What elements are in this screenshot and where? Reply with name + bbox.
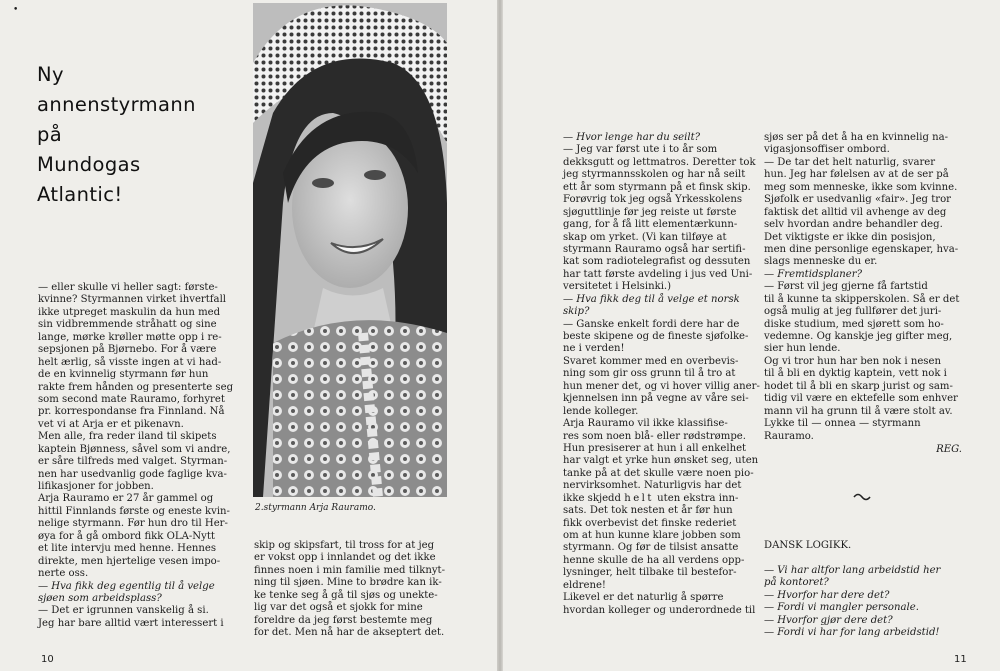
text-line: versitetet i Helsinki.) <box>563 281 672 293</box>
text-line: Arja Rauramo er 27 år gammel og <box>38 493 214 505</box>
text-line: Arja Rauramo vil ikke klassifise- <box>563 418 728 430</box>
photo-caption: 2.styrmann Arja Rauramo. <box>255 503 376 513</box>
text-line: slags menneske du er. <box>764 256 878 268</box>
text-line: for det. Men nå har de akseptert det. <box>254 627 445 639</box>
text-line: har tatt første avdeling i jus ved Uni- <box>563 268 753 280</box>
text-line: — Det er igrunnen vanskelig å si. <box>38 605 209 617</box>
text-line: helt ærlig, så visste ingen at vi had- <box>38 356 222 368</box>
article-column-right-1 <box>563 132 760 617</box>
sidebar-dansk-logikk <box>764 540 940 640</box>
text-line: Lykke til — onnea — styrmann <box>764 418 921 430</box>
text-line: meg som menneske, ikke som kvinne. <box>764 181 958 193</box>
portrait-photo <box>253 3 447 497</box>
text-line: — Jeg var først ute i to år som <box>563 144 718 156</box>
text-line: — Hvor lenge har du seilt? <box>563 132 701 143</box>
text-line: også mulig at jeg fullfører det juri- <box>764 306 942 318</box>
text-line: — Hva fikk deg egentlig til å velge <box>38 580 215 592</box>
text-line: vedemne. Og kanskje jeg gifter meg, <box>764 331 953 342</box>
article-headline <box>37 60 247 210</box>
text-line: som second mate Rauramo, forhyret <box>38 393 225 405</box>
text-line: — Vi har altfor lang arbeidstid her <box>764 564 941 576</box>
headline-line: annenstyrmann <box>37 93 196 116</box>
text-line: til å bli en dyktig kaptein, vett nok i <box>764 368 947 380</box>
corner-mark: • <box>13 5 19 15</box>
text-line: skip og skipsfart, til tross for at jeg <box>254 540 435 551</box>
text-line: faktisk det alltid vil avhenge av deg <box>764 206 947 218</box>
text-line: finnes noen i min familie med tilknyt- <box>254 564 446 576</box>
text-line: — Hvorfor har dere det? <box>764 589 890 601</box>
text-line: øya for å gå ombord fikk OLA-Nytt <box>38 530 215 542</box>
text-line: men dine personlige egenskaper, hva- <box>764 243 959 255</box>
text-line: — De tar det helt naturlig, svarer <box>764 156 936 168</box>
text-line: sier hun lende. <box>764 343 841 355</box>
text-line: hvordan kolleger og underordnede til <box>563 604 756 616</box>
text-line: Forøvrig tok jeg også Yrkesskolens <box>563 194 743 206</box>
text-line: ning som gir oss grunn til å tro at <box>563 368 736 380</box>
text-line: — Først vil jeg gjerne få fartstid <box>764 281 928 293</box>
text-line: kjennelsen inn på vegne av våre sei- <box>563 393 749 405</box>
text-line: lange, mørke krøller møtte opp i re- <box>38 331 222 343</box>
text-line: pr. korrespondanse fra Finnland. Nå <box>38 406 225 418</box>
text-line: hittil Finnlands første og eneste kvin- <box>38 505 230 517</box>
text-line: ne i verden! <box>563 343 625 355</box>
text-line: beste skipene og de fineste sjøfolke- <box>563 331 749 342</box>
page-number-left: 10 <box>41 654 54 665</box>
text-line: gang, for å få litt elementærkunn- <box>563 219 738 231</box>
text-line: — Fordi vi har for lang arbeidstid! <box>764 627 940 639</box>
text-line: sats. Det tok nesten et år før hun <box>563 505 733 517</box>
text-line: — eller skulle vi heller sagt: første- <box>38 282 218 293</box>
text-line: henne skulle de ha all verdens opp- <box>563 554 745 566</box>
text-line: fikk overbevist det finske rederiet <box>563 517 737 529</box>
headline-line: på <box>37 123 63 146</box>
text-line: nervirksomhet. Naturligvis har det <box>563 480 742 492</box>
text-line: ikke skjedd helt uten ekstra inn- <box>563 492 739 504</box>
text-line: Likevel er det naturlig å spørre <box>563 592 724 604</box>
text-line: vigasjonsoffiser ombord. <box>764 144 890 156</box>
text-line: ning til sjøen. Mine to brødre kan ik- <box>254 577 442 589</box>
text-line: ikke utpreget maskulin da hun med <box>38 306 221 318</box>
text-line: Svaret kommer med en overbevis- <box>563 355 739 367</box>
text-line: Rauramo. <box>764 430 814 442</box>
text-line: kat som radiotelegrafist og dessuten <box>563 256 751 268</box>
text-line: lig var det også et sjokk for mine <box>254 602 423 614</box>
text-line: er vokst opp i innlandet og det ikke <box>254 552 436 564</box>
text-line: selv hvordan andre behandler deg. <box>764 219 943 231</box>
text-line: Jeg har bare alltid vært interessert i <box>38 617 224 629</box>
text-line: — Fremtidsplaner? <box>764 268 863 280</box>
text-line: eldrene! <box>563 579 606 591</box>
text-line: er såre tilfreds med valget. Styrman- <box>38 456 228 468</box>
text-line: lifikasjoner for jobben. <box>38 481 154 492</box>
author-signature: REG. <box>936 444 962 455</box>
text-line: sepsjonen på Bjørnebo. For å være <box>38 344 217 356</box>
text-line: sin vidbremmende stråhatt og sine <box>38 319 217 331</box>
article-column-left <box>38 282 233 630</box>
text-line: lysninger, helt tilbake til bestefor- <box>563 567 737 579</box>
text-line: ke tenke seg å gå til sjøs og unekte- <box>254 589 438 601</box>
text-line: til å kunne ta skipperskolen. Så er det <box>764 293 960 305</box>
text-line: direkte, men hjertelige vesen impo- <box>38 555 221 567</box>
headline-line: Ny <box>37 63 64 86</box>
text-line: nelige styrmann. Før hun dro til Her- <box>38 518 228 530</box>
text-line: — Fordi vi mangler personale. <box>764 602 919 614</box>
text-line: Hun presiserer at hun i all enkelhet <box>563 442 747 454</box>
text-line: tanke på at det skulle være noen pio- <box>563 467 754 479</box>
text-line: rakte frem hånden og presenterte seg <box>38 381 234 393</box>
text-line: hun mener det, og vi hover villig aner- <box>563 380 760 392</box>
text-line: sjøs ser på det å ha en kvinnelig na- <box>764 132 949 143</box>
text-line: Sjøfolk er usedvanlig «fair». Jeg tror <box>764 194 952 206</box>
text-line: kvinne? Styrmannen virket ihvertfall <box>38 294 227 306</box>
text-line: hun. Jeg har følelsen av at de ser på <box>764 169 949 181</box>
text-line: — Hva fikk deg til å velge et norsk <box>563 293 740 305</box>
text-line: et lite intervju med henne. Hennes <box>38 543 217 555</box>
text-line: har valgt et yrke hun ønsket seg, uten <box>563 455 759 467</box>
text-line: Og vi tror hun har ben nok i nesen <box>764 355 941 367</box>
text-line: res som noen blå- eller rødstrømpe. <box>563 430 746 442</box>
text-line: — Ganske enkelt fordi dere har de <box>563 318 740 330</box>
text-line: DANSK LOGIKK. <box>764 540 852 551</box>
text-line: skap om yrket. (Vi kan tilføye at <box>563 231 727 243</box>
text-line: jeg styrmannsskolen og har nå seilt <box>563 169 746 181</box>
text-line: de en kvinnelig styrmann før hun <box>38 369 209 381</box>
left-page <box>0 0 497 671</box>
ornament-icon <box>853 492 871 502</box>
text-line: kaptein Bjønness, såvel som vi andre, <box>38 443 231 455</box>
text-line: lende kolleger. <box>563 405 639 417</box>
text-line: Det viktigste er ikke din posisjon, <box>764 231 936 243</box>
text-line <box>764 552 940 564</box>
text-line: sjøen som arbeidsplass? <box>38 592 162 604</box>
text-line: om at hun kunne klare jobben som <box>563 530 741 541</box>
headline-line: Mundogas <box>37 153 141 176</box>
text-line: dekksgutt og lettmatros. Deretter tok <box>563 156 756 168</box>
text-line: diske studium, med sjørett som ho- <box>764 318 944 330</box>
text-line: mann vil ha grunn til å være stolt av. <box>764 405 953 417</box>
page-number-right: 11 <box>954 654 967 665</box>
text-line: sjøguttlinje før jeg reiste ut første <box>563 206 737 218</box>
text-line: — Hvorfor gjør dere det? <box>764 614 893 626</box>
text-line: Men alle, fra reder iland til skipets <box>38 431 217 443</box>
text-line: foreldre da jeg først bestemte meg <box>254 614 433 626</box>
article-column-middle <box>254 540 445 640</box>
text-line: hodet til å bli en skarp jurist og sam- <box>764 380 953 392</box>
text-line: ett år som styrmann på et finsk skip. <box>563 181 751 193</box>
text-line: vet vi at Arja er et pikenavn. <box>38 418 184 430</box>
text-line: tidig vil være en ektefelle som enhver <box>764 393 958 405</box>
text-line: styrmann Rauramo også har sertifi- <box>563 243 746 255</box>
text-line: nerte oss. <box>38 568 89 580</box>
text-line: på kontoret? <box>764 577 829 589</box>
article-column-right-2 <box>764 132 959 443</box>
headline-line: Atlantic! <box>37 183 123 206</box>
text-line: nen har usedvanlig gode faglige kva- <box>38 468 227 480</box>
text-line: styrmann. Og før de tilsist ansatte <box>563 542 739 554</box>
text-line: skip? <box>563 306 590 318</box>
